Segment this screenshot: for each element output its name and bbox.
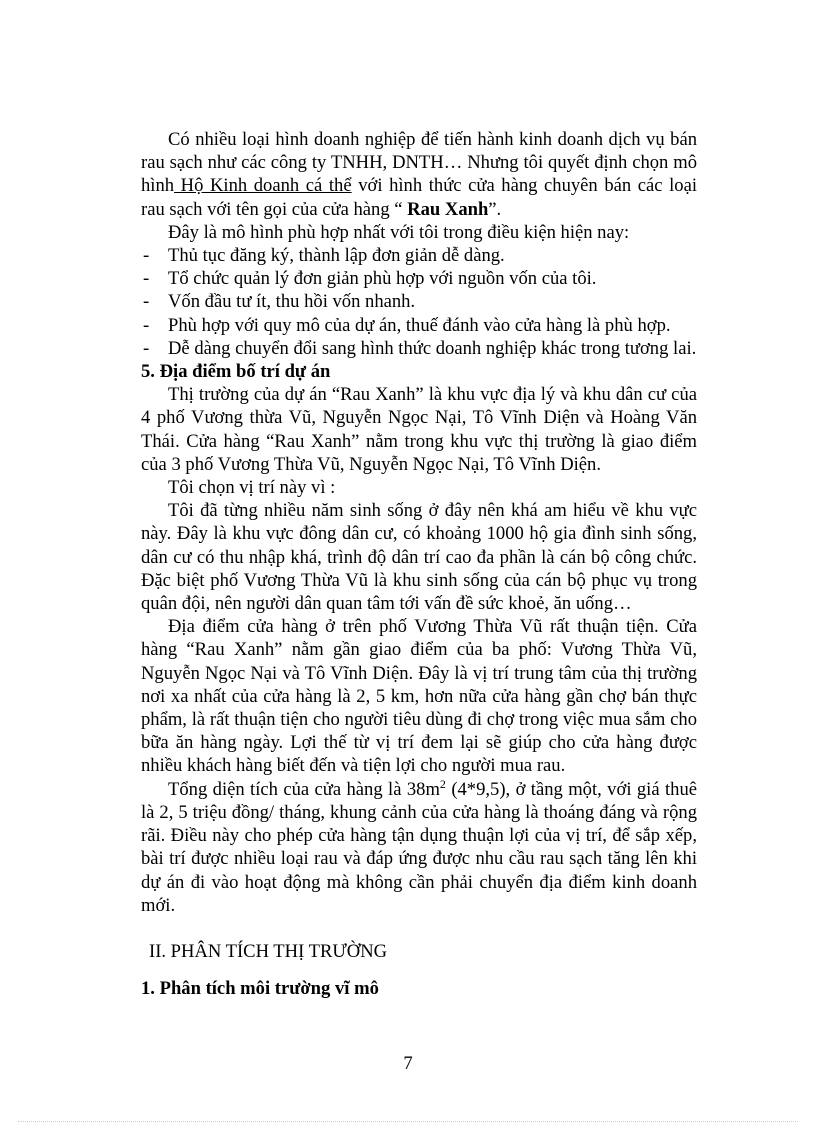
market-area-paragraph: Thị trường của dự án “Rau Xanh” là khu vực địa lý và khu dân cư của 4 phố Vương thừa Vũ, Nguyễn Ngọc Nại, Tô Vĩnh Diện và Hoàng Văn Thái. Cửa hàng “Rau Xanh” nằm trong khu vực thị trường là giao điểm của 3 phố Vương Thừa Vũ, Nguyễn Ngọc Nại, Tô Vĩnh Diện. [141, 384, 697, 475]
local-knowledge-paragraph: Tôi đã từng nhiều năm sinh sống ở đây nên khá am hiểu về khu vực này. Đây là khu vực đông dân cư, có khoảng 1000 hộ gia đình sinh sống, dân cư có thu nhập khá, trình độ dân trí cao đa phần là cán bộ công chức. Đặc biệt phố Vương Thừa Vũ là khu sinh sống của cán bộ phục vụ trong quân đội, nên người dân quan tâm tới vấn đề sức khoẻ, ăn uống… [141, 500, 697, 615]
intro-text-start: Có nhiều loại hình doanh nghiệp để tiến hành kinh doanh dịch vụ bán rau sạch như các công ty TNHH, DNTH… Nhưng tôi quyết định chọn mô hình [141, 129, 697, 197]
list-item [141, 244, 697, 267]
store-area-text-start: Tổng diện tích của cửa hàng là 38m [168, 778, 440, 800]
dash-bullet: - [143, 291, 150, 313]
list-item-text: Phù hợp với quy mô của dự án, thuế đánh vào cửa hàng là phù hợp. [168, 314, 671, 336]
list-item [141, 267, 697, 290]
dash-bullet: - [143, 245, 150, 267]
page-number: 7 [403, 1053, 413, 1074]
reason-intro-paragraph: Tôi chọn vị trí này vì : [168, 477, 336, 499]
list-item [141, 314, 697, 337]
list-item-text: Dễ dàng chuyển đổi sang hình thức doanh nghiệp khác trong tương lai. [168, 337, 697, 359]
intro-text-middle: với hình thức cửa hàng chuyên bán các loại rau sạch với tên gọi của cửa hàng “ [141, 175, 697, 220]
page-content [141, 128, 697, 1000]
store-area-text-end: (4*9,5), ở tầng một, với giá thuê là 2, 5 triệu đồng/ tháng, khung cảnh của cửa hàng là thoáng đáng và rộng rãi. Điều này cho phép cửa hàng tận dụng thuận lợi của vị trí, để sắp xếp, bài trí được nhiều loại rau và đáp ứng được nhu cầu rau sạch tăng lên khi dự án đi vào hoạt động mà không cần phải chuyển địa điểm kinh doanh mới. [141, 778, 697, 916]
list-item-text: Thủ tục đăng ký, thành lập đơn giản dễ dàng. [168, 245, 505, 267]
intro-text-end: ”. [488, 198, 502, 220]
page-bottom-divider [18, 1121, 798, 1122]
list-item [141, 290, 697, 313]
intro-paragraph [141, 128, 697, 221]
list-item-text: Vốn đầu tư ít, thu hồi vốn nhanh. [168, 291, 416, 313]
dash-bullet: - [143, 337, 150, 359]
intro-underlined-model: Hộ Kinh doanh cá thể [174, 175, 352, 197]
section-5-heading: 5. Địa điểm bố trí dự án [141, 361, 331, 383]
advantages-list [141, 244, 697, 360]
dash-bullet: - [143, 268, 150, 290]
model-suitability-paragraph: Đây là mô hình phù hợp nhất với tôi trong điều kiện hiện nay: [168, 221, 630, 243]
list-item-text: Tổ chức quản lý đơn giản phù hợp với nguồn vốn của tôi. [168, 268, 597, 290]
location-convenience-paragraph: Địa điểm cửa hàng ở trên phố Vương Thừa Vũ rất thuận tiện. Cửa hàng “Rau Xanh” nằm gần giao điểm của ba phố: Vương Thừa Vũ, Nguyễn Ngọc Nại và Tô Vĩnh Diện. Đây là vị trí trung tâm của thị trường nơi xa nhất của cửa hàng là 2, 5 km, hơn nữa cửa hàng gần chợ bán thực phẩm, là rất thuận tiện cho người tiêu dùng đi chợ trong việc mua sắm cho bữa ăn hàng ngày. Lợi thế từ vị trí đem lại sẽ giúp cho cửa hàng được nhiều khách hàng biết đến và tiện lợi cho người mua rau. [141, 616, 697, 777]
section-ii-heading: II. PHÂN TÍCH THỊ TRƯỜNG [149, 940, 388, 962]
dash-bullet: - [143, 314, 150, 336]
superscript-two: 2 [439, 776, 446, 791]
store-name-bold: Rau Xanh [407, 198, 489, 220]
subsection-1-heading: 1. Phân tích môi trường vĩ mô [141, 978, 379, 1000]
list-item [141, 337, 697, 360]
store-area-paragraph [141, 778, 697, 917]
